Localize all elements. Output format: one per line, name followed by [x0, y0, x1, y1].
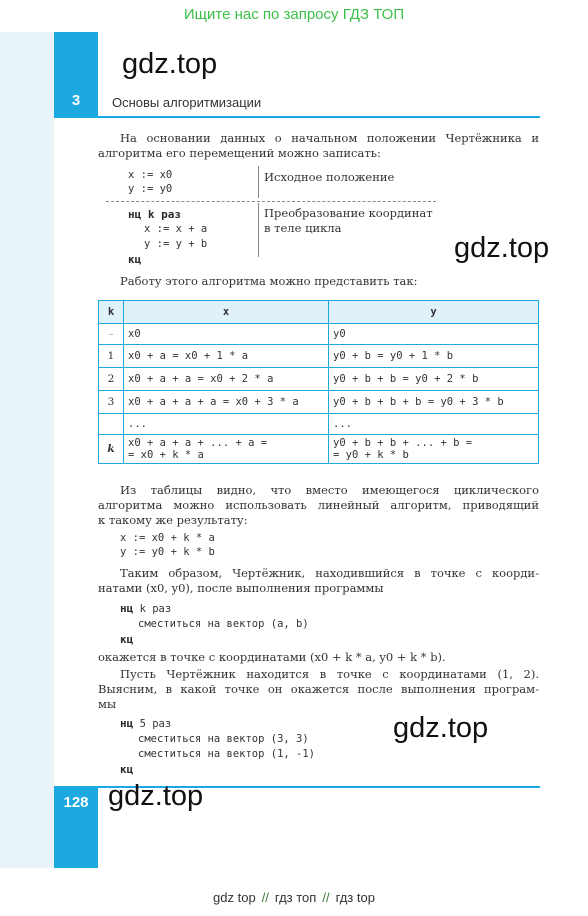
table-intro: Работу этого алгоритма можно представить так:: [120, 274, 418, 288]
table-row: ... ...: [99, 414, 539, 435]
page-number: 128: [63, 794, 89, 811]
code-divider: [258, 166, 259, 198]
chapter-title: Основы алгоритмизации: [112, 95, 262, 110]
table-row: 2 x0 + a + a = x0 + 2 * a y0 + b + b = y0 + 2 * b: [99, 368, 539, 391]
intro-paragraph: На основании данных о начальном положении Чертёжника и алгоритма его перемещений можно записать:: [98, 131, 539, 160]
left-margin-band: [0, 32, 54, 868]
chapter-number: 3: [71, 92, 81, 109]
table-header-row: [99, 301, 539, 324]
code-linear: x := x0 + k * a y := y0 + k * b: [120, 532, 215, 558]
code-init: x := x0 y := y0: [128, 169, 173, 195]
code-loop: нц k раз x := x + a y := y + b кц: [128, 208, 208, 266]
loop-comment: Преобразование координат в теле цикла: [264, 206, 433, 235]
watermark: gdz.top: [393, 712, 489, 744]
init-comment: Исходное положение: [264, 170, 395, 184]
bottom-link[interactable]: гдз топ: [274, 890, 317, 905]
top-banner[interactable]: Ищите нас по запросу ГДЗ ТОП: [183, 6, 405, 23]
watermark: gdz.top: [108, 780, 204, 812]
paragraph-3: Таким образом, Чертёжник, находившийся в точке с коорди- натами (x0, y0), после выполнения программы: [98, 566, 539, 595]
dotted-separator: [106, 201, 436, 202]
table-row: – x0 y0: [99, 324, 539, 345]
table-row: k x0 + a + a + ... + a = = x0 + k * a y0 + b + b + ... + b = = y0 + k * b: [99, 435, 539, 464]
code-program-1: нц k раз сместиться на вектор (a, b) кц: [120, 602, 309, 646]
table-row: 3 x0 + a + a + a = x0 + 3 * a y0 + b + b + b = y0 + 3 * b: [99, 391, 539, 414]
header-x: x: [124, 301, 329, 324]
paragraph-5: Пусть Чертёжник находится в точке с координатами (1, 2). Выясним, в какой точке он окажется после выполнения програм- мы: [98, 667, 539, 711]
watermark: gdz.top: [454, 232, 550, 264]
paragraph-2: Из таблицы видно, что вместо имеющегося циклического алгоритма можно использовать линейный алгоритм, приводящий к такому же результату:: [98, 483, 539, 527]
bottom-banner: gdz top // гдз топ // гдз top: [213, 890, 375, 905]
paragraph-4: окажется в точке с координатами (x0 + k * a, y0 + k * b).: [98, 650, 446, 664]
header-y: y: [329, 301, 539, 324]
bottom-link[interactable]: гдз top: [335, 890, 375, 905]
header-k: k: [99, 301, 124, 324]
trace-table: [98, 300, 539, 464]
code-divider: [258, 203, 259, 257]
table-row: 1 x0 + a = x0 + 1 * a y0 + b = y0 + 1 * b: [99, 345, 539, 368]
header-rule: [98, 116, 540, 118]
code-program-2: нц 5 раз сместиться на вектор (3, 3) сместиться на вектор (1, -1) кц: [120, 717, 316, 776]
watermark: gdz.top: [122, 48, 218, 80]
bottom-link[interactable]: gdz top: [213, 890, 256, 905]
